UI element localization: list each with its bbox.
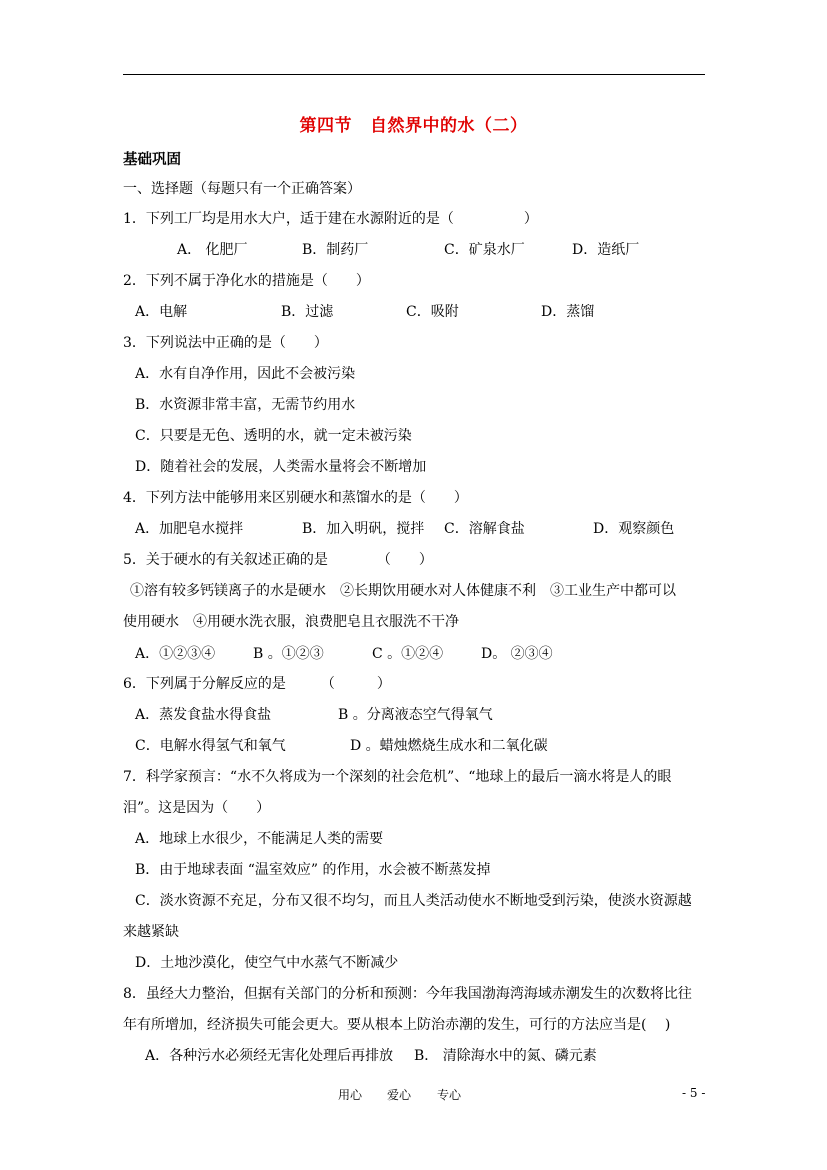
footer-text-3: 专心 xyxy=(437,1088,462,1102)
q6-stem: 6．下列属于分解反应的是 （ ） xyxy=(123,676,391,692)
footer-text-1: 用心 xyxy=(338,1088,363,1102)
q3-option-d: D．随着社会的发展，人类需水量将会不断增加 xyxy=(135,459,427,475)
q2-option-d: D．蒸馏 xyxy=(541,304,595,320)
q5-option-a: A．①②③④ xyxy=(135,646,216,662)
q5-option-c: C 。①②④ xyxy=(372,646,444,662)
q8-stem-line2: 年有所增加，经济损失可能会更大。要从根本上防治赤潮的发生，可行的方法应当是( ) xyxy=(123,1017,671,1033)
q2-option-a: A．电解 xyxy=(135,304,188,320)
q7-option-c-line1: C．淡水资源不充足，分布又很不均匀，而且人类活动使水不断地受到污染，使淡水资源越 xyxy=(135,893,692,909)
q7-option-c-line2: 来越紧缺 xyxy=(123,924,179,940)
header-rule xyxy=(123,74,705,75)
q3-option-a: A．水有自净作用，因此不会被污染 xyxy=(135,366,356,382)
q1-stem: 1．下列工厂均是用水大户，适于建在水源附近的是（ ） xyxy=(123,211,538,227)
q3-option-c: C．只要是无色、透明的水，就一定未被污染 xyxy=(135,428,412,444)
q5-option-d: D。 ②③④ xyxy=(481,646,553,662)
q1-option-d: D．造纸厂 xyxy=(572,242,640,258)
page-title xyxy=(0,111,827,136)
q5-option-b: B 。①②③ xyxy=(253,646,324,662)
q5-stem: 5．关于硬水的有关叙述正确的是 （ ） xyxy=(123,552,433,568)
page-number: - 5 - xyxy=(682,1086,706,1100)
title-section-number: 第四节 xyxy=(299,116,352,136)
question-group-heading: 一、选择题（每题只有一个正确答案） xyxy=(123,181,361,197)
q3-option-b: B．水资源非常丰富，无需节约用水 xyxy=(135,397,356,413)
q6-option-a: A．蒸发食盐水得食盐 xyxy=(135,707,272,723)
q7-option-a: A．地球上水很少，不能满足人类的需要 xyxy=(135,831,384,847)
q4-stem: 4．下列方法中能够用来区别硬水和蒸馏水的是（ ） xyxy=(123,490,468,506)
q5-statements-line1: ①溶有较多钙镁离子的水是硬水 ②长期饮用硬水对人体健康不利 ③工业生产中都可以 xyxy=(130,583,676,599)
q3-stem: 3．下列说法中正确的是（ ） xyxy=(123,335,328,351)
q4-option-c: C．溶解食盐 xyxy=(444,521,525,537)
q1-option-a: A． 化肥厂 xyxy=(177,242,248,258)
q1-option-c: C．矿泉水厂 xyxy=(444,242,525,258)
q8-option-b: B． 清除海水中的氮、磷元素 xyxy=(414,1048,597,1064)
q2-stem: 2．下列不属于净化水的措施是（ ） xyxy=(123,273,370,289)
q6-option-b: B 。分离液态空气得氧气 xyxy=(338,707,493,723)
title-topic: 自然界中的水（二） xyxy=(370,116,528,136)
q8-stem-line1: 8．虽经大力整治，但据有关部门的分析和预测：今年我国渤海湾海域赤潮发生的次数将比往 xyxy=(123,986,692,1002)
q5-statements-line2: 使用硬水 ④用硬水洗衣服，浪费肥皂且衣服洗不干净 xyxy=(123,614,459,630)
q7-option-d: D．土地沙漠化，使空气中水蒸气不断减少 xyxy=(135,955,399,971)
q2-option-b: B．过滤 xyxy=(281,304,334,320)
q4-option-b: B．加入明矾，搅拌 xyxy=(302,521,425,537)
q7-stem-line2: 泪”。这是因为（ ） xyxy=(123,800,271,816)
q6-option-c: C．电解水得氢气和氧气 xyxy=(135,738,286,754)
q7-option-b: B．由于地球表面 “温室效应” 的作用，水会被不断蒸发掉 xyxy=(135,862,491,878)
q6-option-d: D 。蜡烛燃烧生成水和二氧化碳 xyxy=(350,738,548,754)
section-heading: 基础巩固 xyxy=(123,151,181,168)
q4-option-d: D．观察颜色 xyxy=(593,521,675,537)
q2-option-c: C．吸附 xyxy=(406,304,459,320)
footer-text-2: 爱心 xyxy=(387,1088,412,1102)
q7-stem-line1: 7．科学家预言：“水不久将成为一个深刻的社会危机”、“地球上的最后一滴水将是人的眼 xyxy=(123,769,672,785)
q8-option-a: A．各种污水必须经无害化处理后再排放 xyxy=(145,1048,394,1064)
q1-option-b: B．制药厂 xyxy=(302,242,369,258)
q4-option-a: A．加肥皂水搅拌 xyxy=(135,521,244,537)
